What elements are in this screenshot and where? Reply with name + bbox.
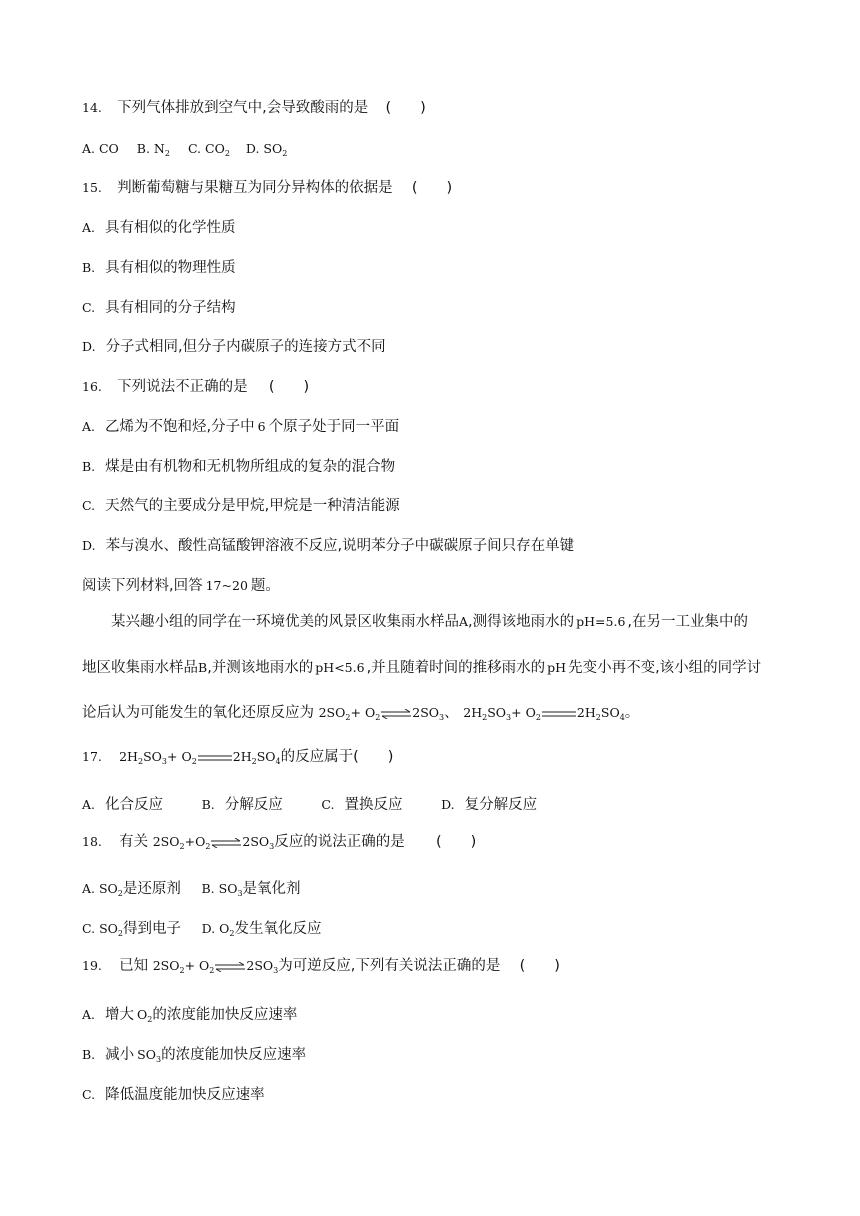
option-c: C. $CO_2$ <box>187 141 230 158</box>
q16-option-d: D. 苯与溴水、酸性高锰酸钾溶液不反应,说明苯分子中碳碳原子间只存在单键 <box>82 538 575 554</box>
q18-options-row-1: A. $SO_2$是还原剂 B. $SO_3$是氧化剂 <box>82 881 301 898</box>
q15-option-b: B. 具有相似的物理性质 <box>82 260 236 276</box>
equals-arrow-icon <box>197 753 233 763</box>
q16-option-c: C. 天然气的主要成分是甲烷,甲烷是一种清洁能源 <box>82 498 400 514</box>
q15-option-a: A. 具有相似的化学性质 <box>82 220 236 236</box>
question-stem: 判断葡萄糖与果糖互为同分异构体的依据是 <box>117 180 393 196</box>
equation-reversible: $2SO_2+ O_2$ $2SO_3$ <box>152 958 279 975</box>
question-number: 15. <box>82 180 102 195</box>
reading-paragraph-line-2: 地区收集雨水样品B,并测该地雨水的 pH<5.6 ,并且随着时间的推移雨水的 pH 先变小再不变,该小组的同学讨 <box>82 660 762 676</box>
q14-options <box>82 139 287 164</box>
q14-stem-line <box>82 98 426 118</box>
answer-paren: ( ) <box>411 180 453 196</box>
question-number: 19. <box>82 958 102 973</box>
question-stem: 反应的说法正确的是 <box>274 834 405 850</box>
question-stem: 下列说法不正确的是 <box>117 379 248 395</box>
q18-options-row-2: C. $SO_2$得到电子 D. $O_2$发生氧化反应 <box>82 921 322 938</box>
q16-option-a: A. 乙烯为不饱和烃,分子中 6 个原子处于同一平面 <box>82 419 400 435</box>
q16-option-b: B. 煤是由有机物和无机物所组成的复杂的混合物 <box>82 459 396 475</box>
answer-paren: ( ) <box>435 834 477 850</box>
q19-option-a: A. 增大 $O_2$的浓度能加快反应速率 <box>82 1007 298 1024</box>
question-number: 14. <box>82 100 102 115</box>
q19-option-b: B. 减小 $SO_3$的浓度能加快反应速率 <box>82 1047 307 1064</box>
equation-reversible: $2SO_2+O_2$ $2SO_3$ <box>152 834 275 851</box>
q15-option-c: C. 具有相同的分子结构 <box>82 300 236 316</box>
reversible-arrow-icon <box>214 962 246 972</box>
equation-reversible: $2SO_2+ O_2$ $2SO_3$ <box>318 705 445 722</box>
question-number: 16. <box>82 379 102 394</box>
question-number: 17. <box>82 749 102 764</box>
option-d: D. $SO_2$ <box>245 141 288 158</box>
reading-intro: 阅读下列材料,回答 17~20 题。 <box>82 578 280 594</box>
reversible-arrow-icon <box>210 838 242 848</box>
reading-paragraph-line-3: 论后认为可能发生的氧化还原反应为 $2SO_2+ O_2$ $2SO_3$、 $2H_2SO_3+ O_2$ $2H_2SO_4$。 <box>82 705 640 722</box>
q15-stem-line <box>82 178 452 198</box>
option-a: A. CO <box>82 141 119 156</box>
answer-paren: ( ) <box>519 958 560 974</box>
equation-sulfurous-oxidation: $2H_2SO_3+ O_2$ $2H_2SO_4$ <box>119 749 281 766</box>
reading-paragraph-line-1: 某兴趣小组的同学在一环境优美的风景区收集雨水样品A,测得该地雨水的 pH=5.6 ,在另一工业集中的 <box>111 614 749 630</box>
question-stem: 下列气体排放到空气中,会导致酸雨的是 <box>117 100 369 116</box>
option-b: B. $N_2$ <box>136 141 170 158</box>
q15-option-d: D. 分子式相同,但分子内碳原子的连接方式不同 <box>82 339 386 355</box>
q17-options: A. 化合反应 B. 分解反应 C. 置换反应 D. 复分解反应 <box>82 797 538 813</box>
answer-paren: ( ) <box>268 379 310 395</box>
q17-stem-line <box>82 747 393 772</box>
q16-stem-line <box>82 377 309 397</box>
question-number: 18. <box>82 834 102 849</box>
q18-stem-line: 18. 有关 $2SO_2+O_2$ $2SO_3$反应的说法正确的是 ( ) <box>82 834 477 851</box>
q19-stem-line: 19. 已知 $2SO_2+ O_2$ $2SO_3$为可逆反应,下列有关说法正确的是 ( ) <box>82 958 560 975</box>
question-stem: 为可逆反应,下列有关说法正确的是 <box>278 958 501 974</box>
q19-option-c: C. 降低温度能加快反应速率 <box>82 1087 265 1103</box>
question-stem: 的反应属于( ) <box>280 749 394 765</box>
answer-paren: ( ) <box>385 100 426 116</box>
reversible-arrow-icon <box>380 709 412 719</box>
equals-arrow-icon <box>541 709 577 719</box>
equation-sulfurous-oxidation: $2H_2SO_3+ O_2$ $2H_2SO_4$ <box>463 705 625 722</box>
